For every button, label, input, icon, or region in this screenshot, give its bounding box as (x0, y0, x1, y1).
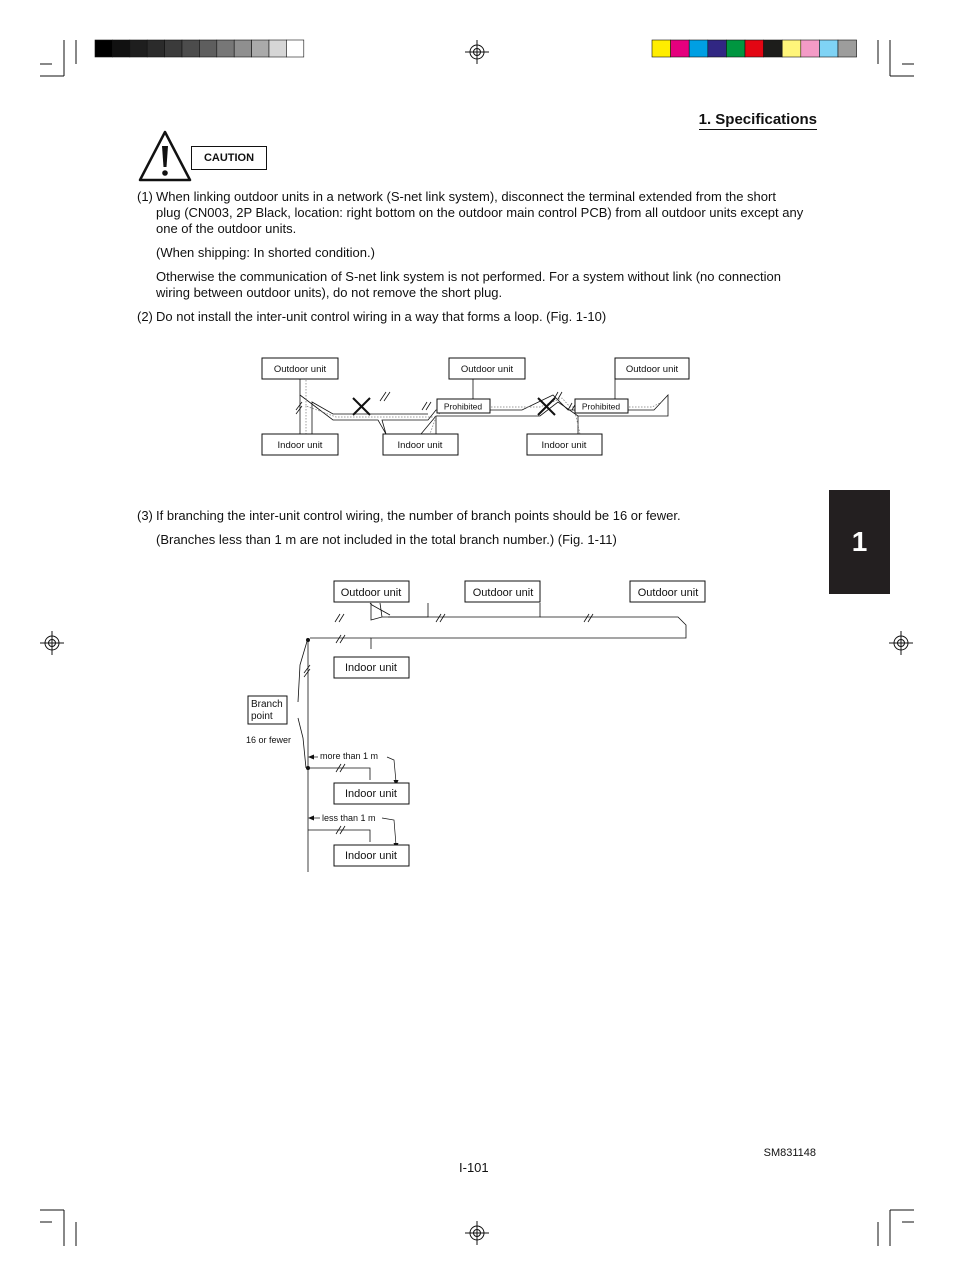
gray-bar-swatch (269, 40, 286, 57)
fig2-indoor-unit-1: Indoor unit (345, 662, 397, 674)
color-bar-swatch (689, 40, 708, 57)
note-3 (137, 508, 827, 548)
section-title: 1. Specifications (698, 111, 817, 128)
figure-loop-prohibited (250, 350, 700, 465)
gray-bar-swatch (95, 40, 112, 57)
fig2-count-label: 16 or fewer (246, 735, 292, 745)
chapter-tab: 1 (829, 490, 890, 594)
note-1-shipping: (When shipping: In shorted condition.) (156, 245, 375, 260)
doc-code: SM831148 (763, 1147, 816, 1159)
note-3-number: (3) (137, 508, 153, 523)
fig1-outdoor-unit-3: Outdoor unit (625, 364, 679, 375)
gray-bar-swatch (165, 40, 182, 57)
gray-bar-swatch (182, 40, 199, 57)
fig1-outdoor-unit-1: Outdoor unit (273, 364, 327, 375)
gray-bar-swatch (130, 40, 147, 57)
color-bar-swatch (745, 40, 764, 57)
note-2-line: Do not install the inter-unit control wiring in a way that forms a loop. (Fig. 1-10) (156, 309, 607, 324)
gray-bar-swatch (147, 40, 164, 57)
fig2-more-label: more than 1 m (320, 751, 379, 761)
gray-bar-swatch (234, 40, 251, 57)
page-number: I-101 (459, 1160, 489, 1175)
gray-bar-swatch (112, 40, 129, 57)
color-bar-swatch (764, 40, 783, 57)
warning-triangle-icon (137, 129, 193, 183)
fig2-indoor-unit-3: Indoor unit (345, 850, 397, 862)
note-1-line: one of the outdoor units. (156, 221, 297, 236)
fig2-indoor-unit-2: Indoor unit (345, 788, 397, 800)
fig1-indoor-unit-2: Indoor unit (397, 440, 443, 451)
gray-bar-swatch (252, 40, 269, 57)
note-1-line: When linking outdoor units in a network (S-net link system), disconnect the terminal extended from the short (156, 189, 776, 204)
color-bar-swatch (801, 40, 820, 57)
note-1 (137, 189, 827, 301)
color-bar-swatch (838, 40, 857, 57)
note-1-line: plug (CN003, 2P Black, location: right bottom on the outdoor main control PCB) from all outdoor units except any (156, 205, 804, 220)
fig2-outdoor-unit-3: Outdoor unit (637, 587, 699, 599)
gray-bar-swatch (217, 40, 234, 57)
note-1-line: wiring between outdoor units), do not remove the short plug. (156, 285, 503, 300)
note-2-number: (2) (137, 309, 153, 324)
fig2-outdoor-unit-1: Outdoor unit (340, 587, 402, 599)
note-1-line: Otherwise the communication of S-net link system is not performed. For a system without link (no connection (156, 269, 781, 284)
fig2-less-label: less than 1 m (322, 813, 376, 823)
fig1-indoor-unit-1: Indoor unit (277, 440, 323, 451)
note-2 (137, 309, 827, 325)
note-1-number: (1) (137, 189, 153, 204)
color-bar-swatch (819, 40, 838, 57)
gray-bar-swatch (199, 40, 216, 57)
color-bar-swatch (708, 40, 727, 57)
caution-label: CAUTION (191, 146, 267, 170)
note-3-line: (Branches less than 1 m are not included in the total branch number.) (Fig. 1-11) (156, 532, 617, 547)
figure-branch-points (240, 575, 710, 875)
fig1-prohibited-1: Prohibited (443, 401, 483, 412)
color-bar-swatch (652, 40, 671, 57)
fig1-indoor-unit-3: Indoor unit (541, 440, 587, 451)
fig2-outdoor-unit-2: Outdoor unit (472, 587, 534, 599)
fig2-branch-label: Branch (251, 699, 283, 710)
color-bar-swatch (726, 40, 745, 57)
fig1-outdoor-unit-2: Outdoor unit (460, 364, 514, 375)
color-bar-swatch (671, 40, 690, 57)
gray-bar-swatch (286, 40, 303, 57)
fig2-branch-label: point (251, 711, 273, 722)
color-bar-swatch (782, 40, 801, 57)
fig1-prohibited-2: Prohibited (581, 401, 621, 412)
note-3-line: If branching the inter-unit control wiring, the number of branch points should be 16 or fewer. (156, 508, 681, 523)
